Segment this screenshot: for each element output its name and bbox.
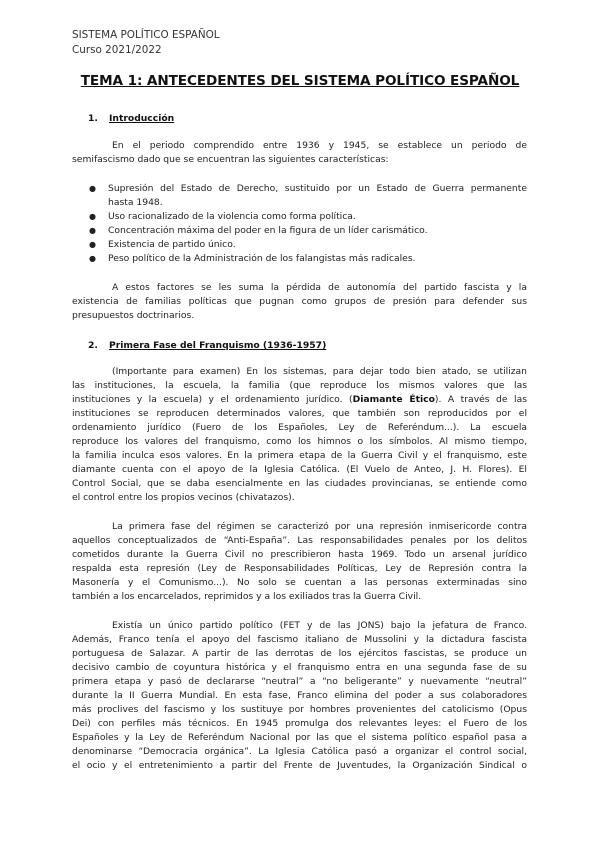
- paragraph-line: Españoles y la Ley de Referéndum Nacional por las que el sistema político español pasa a: [72, 732, 527, 743]
- text-run: instituciones y la escuela) y el ordenamiento jurídico. (: [72, 394, 353, 405]
- paragraph-line: Control Social, que se daba esencialmente en las ciudades provincianas, se entiende como: [72, 478, 527, 489]
- paragraph-line: la familia inculca esos valores. En la primera etapa de la Guerra Civil y el franquismo, este: [72, 450, 527, 461]
- bullet-marker: ●: [89, 212, 96, 221]
- bullet-marker: ●: [89, 184, 96, 193]
- section-title: Introducción: [109, 113, 175, 124]
- bold-term-diamante-etico: Diamante Ético: [352, 394, 435, 405]
- paragraph-line: Además, Franco tenía el apoyo del fascismo italiano de Mussolini y la dictadura fascista: [72, 634, 527, 645]
- list-item: Existencia de partido único.: [108, 239, 236, 250]
- paragraph-line: Masonería y el Comunismo...). No solo se cuentan a las personas exterminadas sino: [72, 577, 527, 588]
- paragraph-line: presupuestos doctrinarios.: [72, 310, 195, 321]
- paragraph-line: las instituciones, la escuela, la familia (que reproduce los mismos valores que las: [72, 380, 527, 391]
- paragraph-line: el ocio y el entretenimiento a partir del Frente de Juventudes, la Organización Sindical o: [72, 760, 527, 771]
- section-number: 1.: [88, 113, 98, 124]
- paragraph-line: En el periodo comprendido entre 1936 y 1945, se establece un periodo de: [112, 140, 527, 151]
- paragraph-line: denominarse “Democracia orgánica”. La Iglesia Católica pasó a organizar el control social,: [72, 746, 527, 757]
- paragraph-line: primera etapa y pasó de declararse “neutral” a “no beligerante” y nuevamente “neutral”: [72, 676, 527, 687]
- list-item: Uso racionalizado de la violencia como forma política.: [108, 211, 356, 222]
- paragraph-line: [72, 394, 527, 406]
- paragraph-line: respalda esta represión (Ley de Responsabilidades Políticas, Ley de Represión contra la: [72, 563, 527, 574]
- page-title: TEMA 1: ANTECEDENTES DEL SISTEMA POLÍTICO ESPAÑOL: [80, 73, 520, 89]
- text-run: ). A través de las: [434, 394, 528, 405]
- list-item: Peso político de la Administración de los falangistas más radicales.: [108, 253, 416, 264]
- paragraph-line: cometidos durante la Guerra Civil no prescribieron hasta 1969. Todo un arsenal jurídico: [72, 549, 527, 560]
- paragraph-line: A estos factores se les suma la pérdida de autonomía del partido fascista y la: [112, 282, 527, 293]
- paragraph-line: reproduce los valores del franquismo, como los himnos o los símbolos. Al mismo tiempo,: [72, 436, 527, 447]
- bullet-marker: ●: [89, 240, 96, 249]
- paragraph-line: semifascismo dado que se encuentran las siguientes características:: [72, 154, 389, 165]
- paragraph-line: La primera fase del régimen se caracterizó por una represión inmisericorde contra: [112, 521, 527, 532]
- header-course-name: SISTEMA POLÍTICO ESPAÑOL: [72, 29, 220, 41]
- header-course-year: Curso 2021/2022: [72, 44, 162, 56]
- list-item: Concentración máxima del poder en la figura de un líder carismático.: [108, 225, 428, 236]
- paragraph-line: portuguesa de Salazar. A partir de las derrotas de los ejércitos fascistas, se produce un: [72, 648, 527, 659]
- bullet-marker: ●: [89, 226, 96, 235]
- paragraph-line: diamante cuenta con el apoyo de la Iglesia Católica. (El Vuelo de Anteo, J. H. Flores). El: [72, 464, 527, 475]
- list-item: Supresión del Estado de Derecho, sustituido por un Estado de Guerra permanente: [108, 183, 527, 194]
- paragraph-line: durante la II Guerra Mundial. En esta fase, Franco elimina del poder a sus colaboradores: [72, 690, 527, 701]
- paragraph-line: también a los encarcelados, reprimidos y a los exiliados tras la Guerra Civil.: [72, 591, 422, 602]
- paragraph-line: ordenamiento jurídico (Fuero de los Españoles, Ley de Referéndum...). La escuela: [72, 422, 527, 433]
- paragraph-line: Dei) con perfiles más técnicos. En 1945 promulga dos relevantes leyes: el Fuero de los: [72, 718, 527, 729]
- paragraph-line: Existía un único partido político (FET y de las JONS) bajo la jefatura de Franco.: [112, 620, 527, 631]
- paragraph-line: existencia de familias políticas que pugnan como grupos de presión para defender sus: [72, 296, 527, 307]
- paragraph-line: (Importante para examen) En los sistemas, para dejar todo bien atado, se utilizan: [112, 366, 527, 377]
- section-heading-primera-fase: [88, 340, 326, 351]
- section-number: 2.: [88, 340, 98, 351]
- section-heading-introduccion: [88, 113, 174, 124]
- paragraph-line: aquellos conceptualizados de “Anti-España”. Las responsabilidades penales por los delitos: [72, 535, 527, 546]
- paragraph-line: más proclives del fascismo y los sustituye por hombres provenientes del catolicismo (Opus: [72, 704, 527, 715]
- bullet-marker: ●: [89, 254, 96, 263]
- paragraph-line: decisivo cambio de coyuntura histórica y el franquismo entra en una segunda fase de su: [72, 662, 527, 673]
- paragraph-line: el control entre los propios vecinos (chivatazos).: [72, 492, 295, 503]
- list-item-continuation: hasta 1948.: [108, 197, 163, 208]
- section-title: Primera Fase del Franquismo (1936-1957): [109, 340, 327, 351]
- paragraph-line: instituciones se reproducen determinados valores, que también son reproducidos por el: [72, 408, 527, 419]
